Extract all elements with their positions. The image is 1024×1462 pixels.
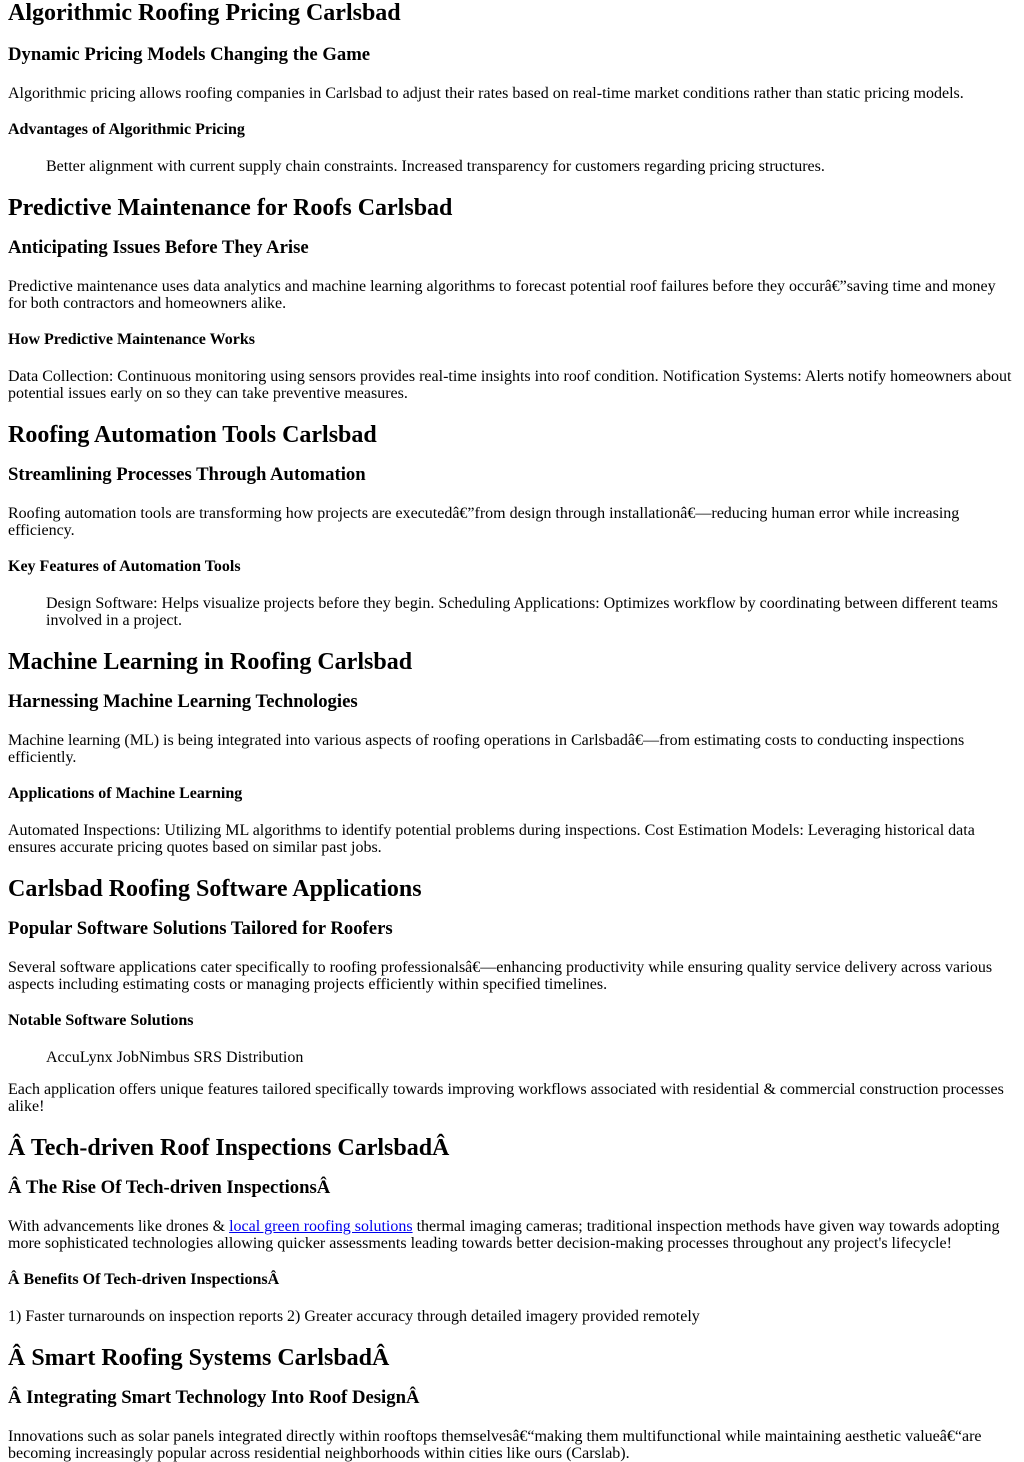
subsection-heading: Anticipating Issues Before They Arise [8,237,309,258]
paragraph: Roofing automation tools are transforming how projects are executedâ€”from design through installationâ€—reducing human error while increasing efficiency. [8,505,960,539]
paragraph: 1) Faster turnarounds on inspection reports 2) Greater accuracy through detailed imagery provided remotely [8,1308,700,1325]
indented-list: Better alignment with current supply chain constraints. Increased transparency for customers regarding pricing structures. [46,158,825,175]
subsection-heading: Dynamic Pricing Models Changing the Game [8,44,371,65]
subsection-heading: Popular Software Solutions Tailored for Roofers [8,918,393,939]
subsection-heading: Â The Rise Of Tech-driven InspectionsÂ [8,1177,331,1198]
paragraph: Algorithmic pricing allows roofing companies in Carlsbad to adjust their rates based on real-time market conditions rather than static pricing models. [8,85,964,102]
minor-heading: Key Features of Automation Tools [8,558,241,575]
paragraph-text: thermal imaging cameras; traditional inspection methods have given way towards adopting more sophisticated technologies allowing quicker assessments leading towards better decision-making processes throughout any project's lifecycle! [8,1218,1000,1252]
minor-heading: Â Benefits Of Tech-driven InspectionsÂ [8,1271,280,1288]
paragraph-with-link [8,1218,1016,1252]
subsection-heading: Harnessing Machine Learning Technologies [8,691,358,712]
minor-heading: Notable Software Solutions [8,1012,194,1029]
subsection-heading: Streamlining Processes Through Automation [8,464,366,485]
paragraph: Several software applications cater specifically to roofing professionalsâ€—enhancing productivity while ensuring quality service delivery across various aspects including estimating costs or managing projects efficiently within specified timelines. [8,959,993,993]
section-heading: Machine Learning in Roofing Carlsbad [8,649,413,675]
green-roofing-link[interactable]: local green roofing solutions [229,1218,413,1235]
minor-heading: Applications of Machine Learning [8,785,243,802]
section-heading: Carlsbad Roofing Software Applications [8,876,422,902]
section-heading: Algorithmic Roofing Pricing Carlsbad [8,0,401,26]
paragraph: Innovations such as solar panels integrated directly within rooftops themselvesâ€“making them multifunctional while maintaining aesthetic valueâ€“are becoming increasingly popular across residential neighborhoods within cities like ours (Carslab). [8,1428,982,1462]
paragraph: Data Collection: Continuous monitoring using sensors provides real-time insights into roof condition. Notification Systems: Alerts notify homeowners about potential issues early on so they can take preventive measures. [8,368,1012,402]
paragraph: Each application offers unique features tailored specifically towards improving workflows associated with residential & commercial construction processes alike! [8,1081,1004,1115]
minor-heading: Advantages of Algorithmic Pricing [8,121,245,138]
section-heading: Â Smart Roofing Systems CarlsbadÂ [8,1345,390,1371]
indented-list: Design Software: Helps visualize projects before they begin. Scheduling Applications: Optimizes workflow by coordinating between different teams involved in a project. [46,595,998,629]
minor-heading: How Predictive Maintenance Works [8,331,255,348]
paragraph: Machine learning (ML) is being integrated into various aspects of roofing operations in Carlsbadâ€—from estimating costs to conducting inspections efficiently. [8,732,965,766]
section-heading: Roofing Automation Tools Carlsbad [8,422,377,448]
paragraph: Automated Inspections: Utilizing ML algorithms to identify potential problems during inspections. Cost Estimation Models: Leveraging historical data ensures accurate pricing quotes based on similar past jobs. [8,822,975,856]
paragraph-text: With advancements like drones & [8,1218,230,1235]
indented-list: AccuLynx JobNimbus SRS Distribution [46,1049,304,1066]
subsection-heading: Â Integrating Smart Technology Into Roof DesignÂ [8,1387,420,1408]
section-heading: Â Tech-driven Roof Inspections CarlsbadÂ [8,1135,450,1161]
paragraph: Predictive maintenance uses data analytics and machine learning algorithms to forecast potential roof failures before they occurâ€”saving time and money for both contractors and homeowners alike. [8,278,996,312]
section-heading: Predictive Maintenance for Roofs Carlsbad [8,195,453,221]
